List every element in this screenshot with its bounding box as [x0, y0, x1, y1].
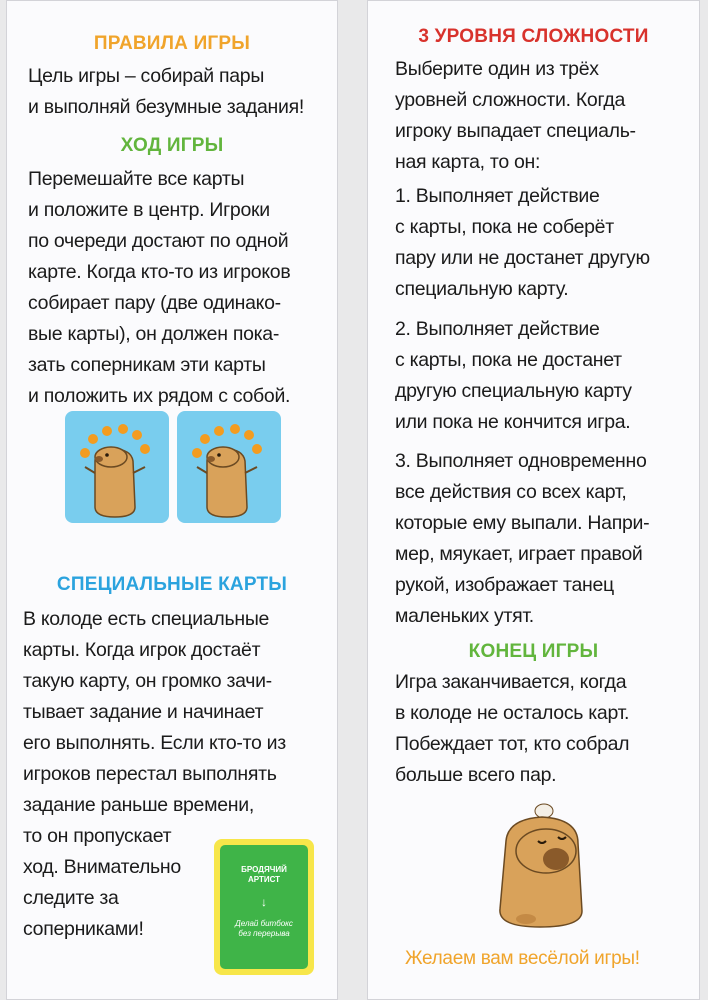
level-2-text: 2. Выполняет действие с карты, пока не достанет другую специальную карту или пока не кончится игра.: [395, 318, 632, 433]
special-card-example: [214, 839, 314, 975]
end-title: КОНЕЦ ИГРЫ: [468, 641, 599, 662]
capybara-juggling-icon: [177, 411, 281, 523]
course-text: Перемешайте все карты и положите в центр. Игроки по очереди достают по одной карте. Когда кто-то из игроков собирает пару (две одинако- вые карты), он должен пока- зать соперникам эти карты и положить их рядом с собой.: [28, 168, 291, 407]
special-card-face: [220, 845, 308, 969]
rules-title: ПРАВИЛА ИГРЫ: [93, 33, 251, 54]
end-text: Игра заканчивается, когда в колоде не осталось карт. Побеждает тот, кто собрал больше всего пар.: [395, 671, 630, 786]
special-card-title: БРОДЯЧИЙ АРТИСТ: [241, 865, 287, 884]
special-cards-title: СПЕЦИАЛЬНЫЕ КАРТЫ: [56, 574, 288, 595]
level-3-text: 3. Выполняет одновременно все действия со всех карт, которые ему выпали. Напри- мер, мяукает, играет правой рукой, изображает танец маленьких утят.: [395, 450, 650, 627]
arrow-down-icon: ↓: [261, 895, 267, 909]
special-card-task: Делай битбокс без перерыва: [235, 919, 293, 938]
special-cards-text: В колоде есть специальные карты. Когда игрок достаёт такую карту, он громко зачи- тывает задание и начинает его выполнять. Если кто-то из игроков перестал выполнять задание раньше времени, то он пропускает ход. Внимательно следите за соперниками!: [23, 608, 286, 940]
levels-intro: Выберите один из трёх уровней сложности. Когда игроку выпадает специаль- ная карта, то он:: [395, 58, 636, 173]
pair-card-right: [177, 411, 281, 523]
rules-text: Цель игры – собирай пары и выполняй безумные задания!: [28, 65, 304, 118]
level-1-text: 1. Выполняет действие с карты, пока не соберёт пару или не достанет другую специальную карту.: [395, 185, 650, 300]
course-title: ХОД ИГРЫ: [120, 135, 224, 156]
levels-title: 3 УРОВНЯ СЛОЖНОСТИ: [418, 26, 649, 47]
capybara-juggling-icon: [65, 411, 169, 523]
pair-card-left: [65, 411, 169, 523]
closing-wish: Желаем вам весёлой игры!: [405, 948, 640, 969]
left-rules-panel: [6, 0, 338, 1000]
right-rules-panel: [367, 0, 700, 1000]
capybara-with-hamster-icon: [486, 801, 596, 931]
